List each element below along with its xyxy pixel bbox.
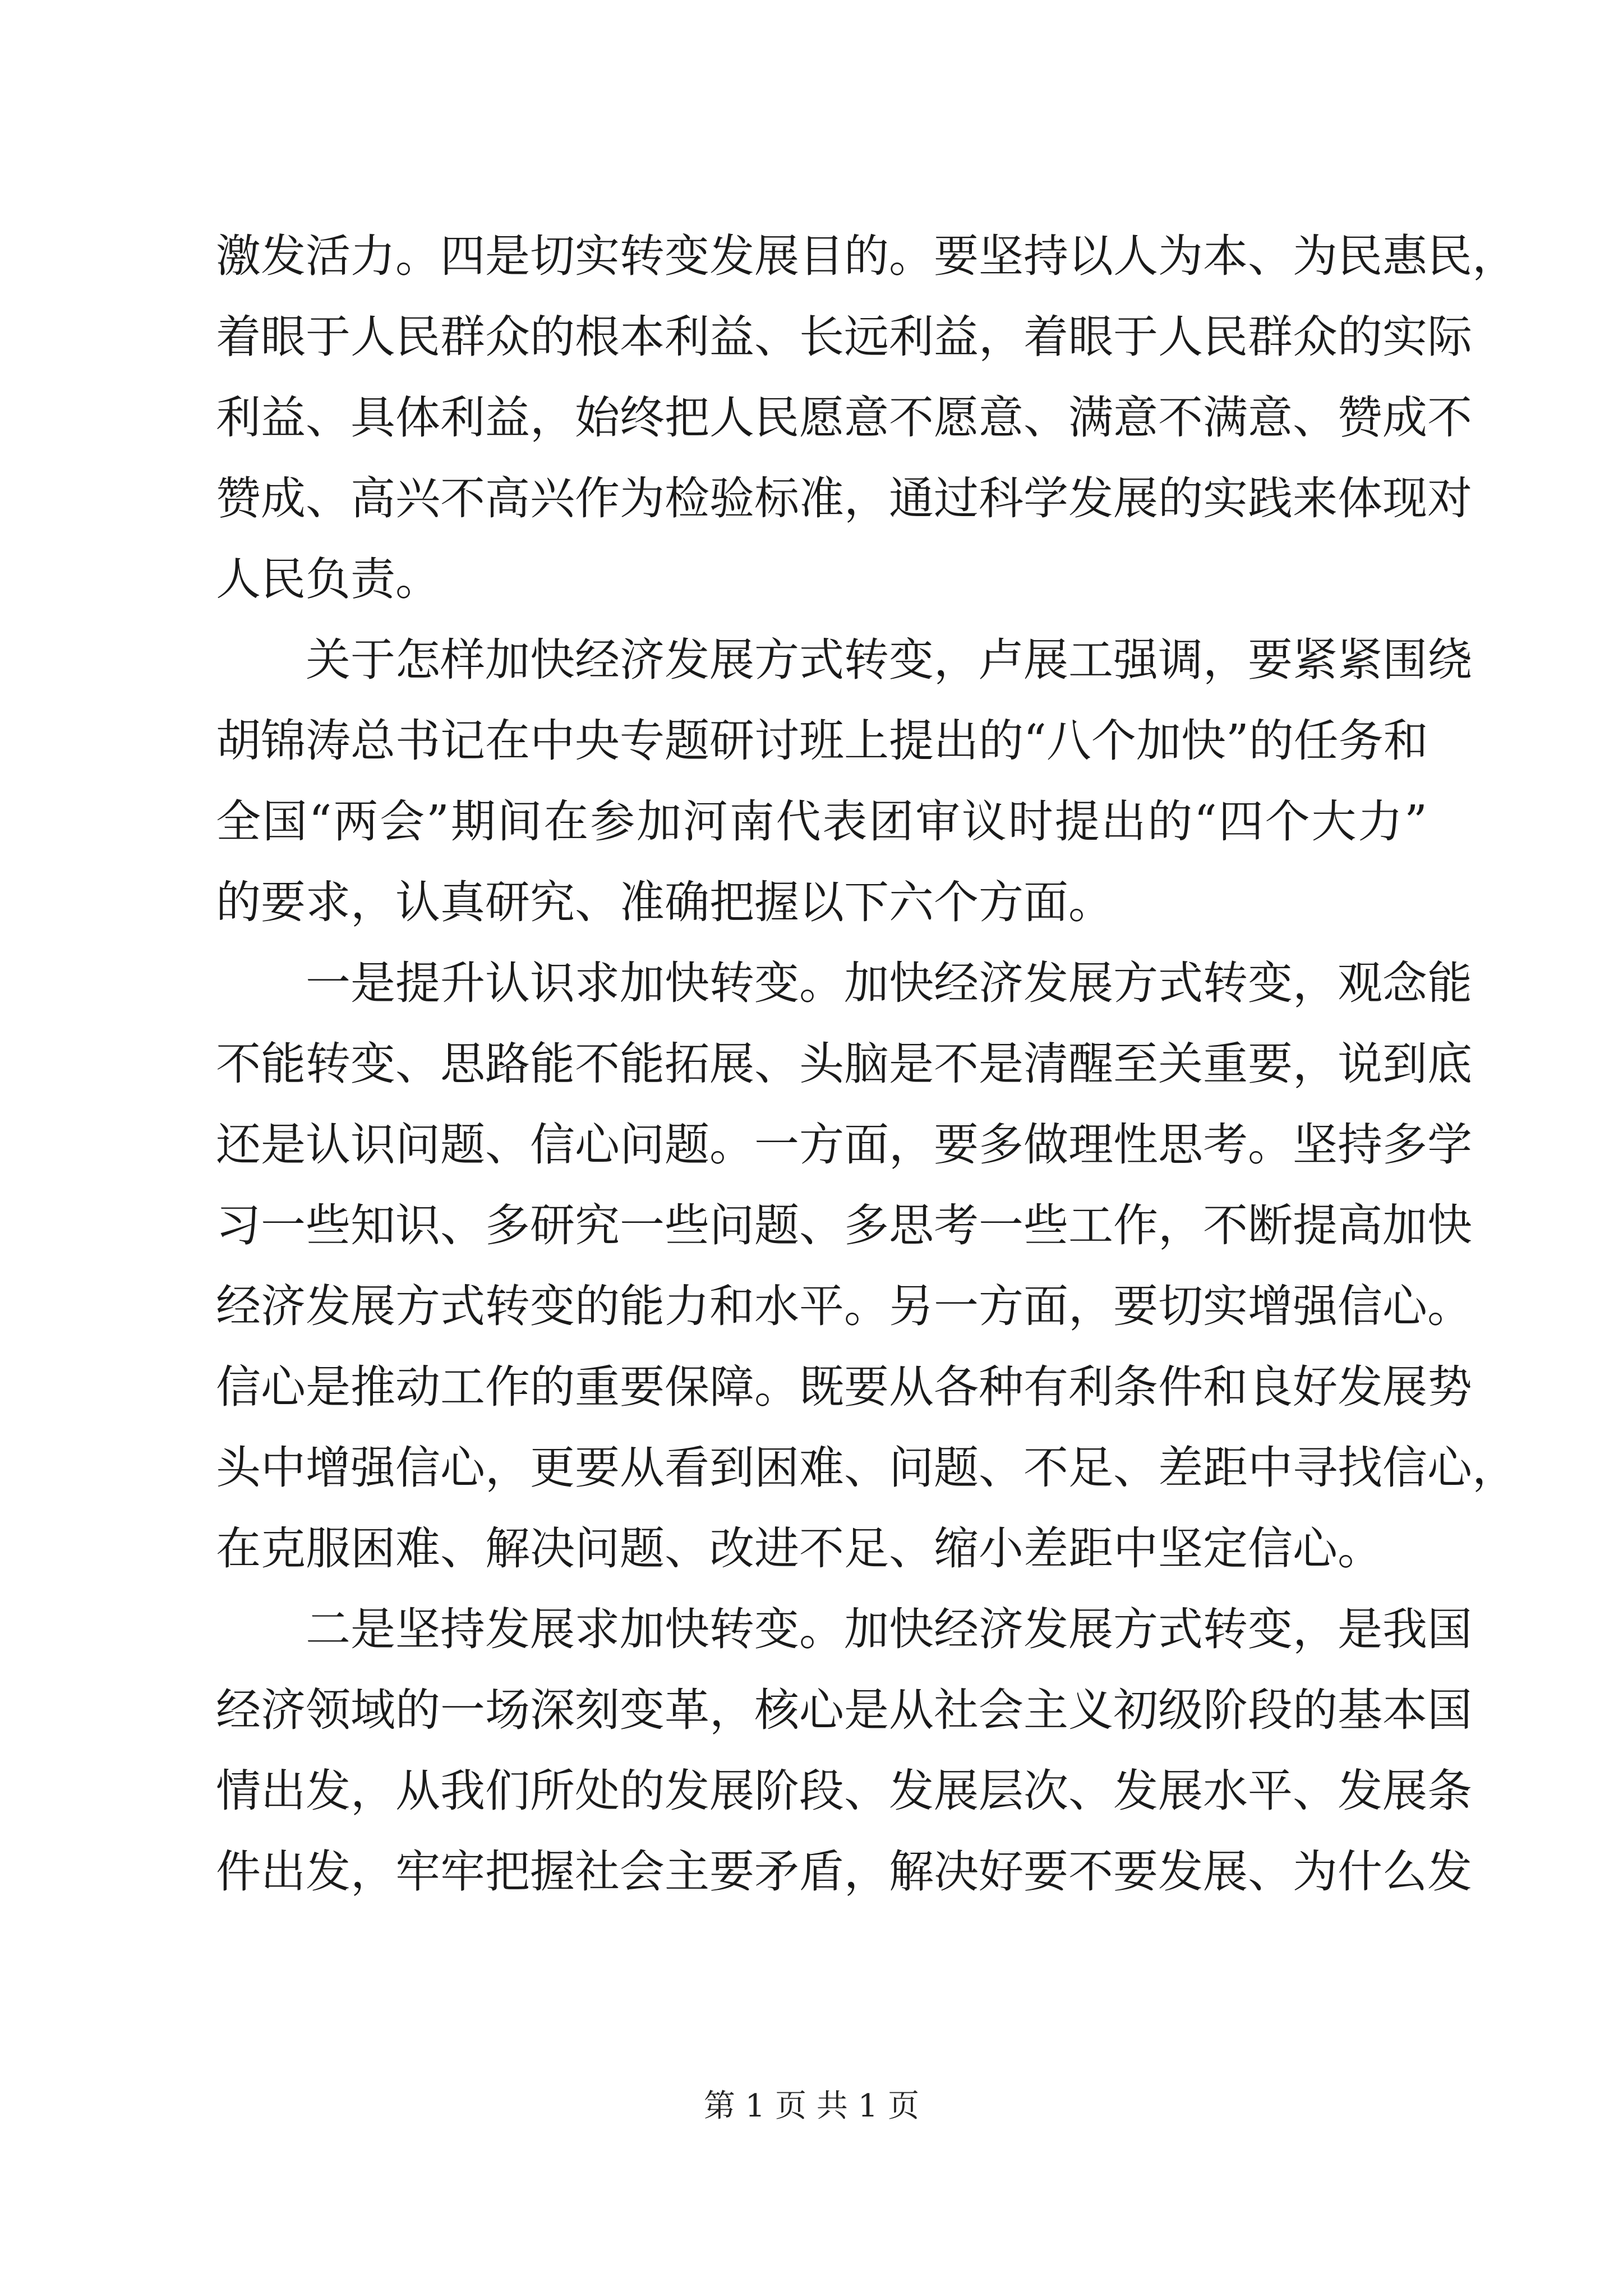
text-line: 人民负责。 bbox=[216, 553, 440, 605]
page-number-footer: 第 1 页 共 1 页 bbox=[703, 2088, 920, 2124]
text-line: 胡锦涛总书记在中央专题研讨班上提出的“八个加快”的任务和 bbox=[216, 715, 1428, 767]
text-line: 经济领域的一场深刻变革，核心是从社会主义初级阶段的基本国 bbox=[216, 1684, 1472, 1736]
text-line: 全国“两会”期间在参加河南代表团审议时提出的“四个大力” bbox=[216, 795, 1427, 848]
text-line: 赞成、高兴不高兴作为检验标准，通过科学发展的实践来体现对 bbox=[216, 472, 1472, 524]
text-line: 着眼于人民群众的根本利益、长远利益，着眼于人民群众的实际 bbox=[216, 311, 1472, 363]
text-line: 在克服困难、解决问题、改进不足、缩小差距中坚定信心。 bbox=[216, 1522, 1382, 1575]
document-body bbox=[216, 216, 1517, 1912]
text-line: 不能转变、思路能不能拓展、头脑是不是清醒至关重要，说到底 bbox=[216, 1038, 1472, 1090]
text-line: 还是认识问题、信心问题。一方面，要多做理性思考。坚持多学 bbox=[216, 1119, 1472, 1171]
paragraph-first-line: 关于怎样加快经济发展方式转变，卢展工强调，要紧紧围绕 bbox=[306, 634, 1472, 686]
text-line: 激发活力。四是切实转变发展目的。要坚持以人为本、为民惠民， bbox=[216, 230, 1517, 282]
paragraph-first-line: 一是提升认识求加快转变。加快经济发展方式转变，观念能 bbox=[306, 957, 1472, 1009]
text-line: 习一些知识、多研究一些问题、多思考一些工作，不断提高加快 bbox=[216, 1199, 1472, 1251]
text-line: 利益、具体利益，始终把人民愿意不愿意、满意不满意、赞成不 bbox=[216, 392, 1472, 444]
text-line: 信心是推动工作的重要保障。既要从各种有利条件和良好发展势 bbox=[216, 1361, 1472, 1413]
text-line: 情出发，从我们所处的发展阶段、发展层次、发展水平、发展条 bbox=[216, 1765, 1472, 1817]
text-line: 经济发展方式转变的能力和水平。另一方面，要切实增强信心。 bbox=[216, 1280, 1472, 1332]
paragraph-first-line: 二是坚持发展求加快转变。加快经济发展方式转变，是我国 bbox=[306, 1603, 1472, 1655]
text-line: 头中增强信心，更要从看到困难、问题、不足、差距中寻找信心， bbox=[216, 1442, 1517, 1494]
text-line: 的要求，认真研究、准确把握以下六个方面。 bbox=[216, 876, 1113, 928]
text-line: 件出发，牢牢把握社会主要矛盾，解决好要不要发展、为什么发 bbox=[216, 1846, 1472, 1898]
